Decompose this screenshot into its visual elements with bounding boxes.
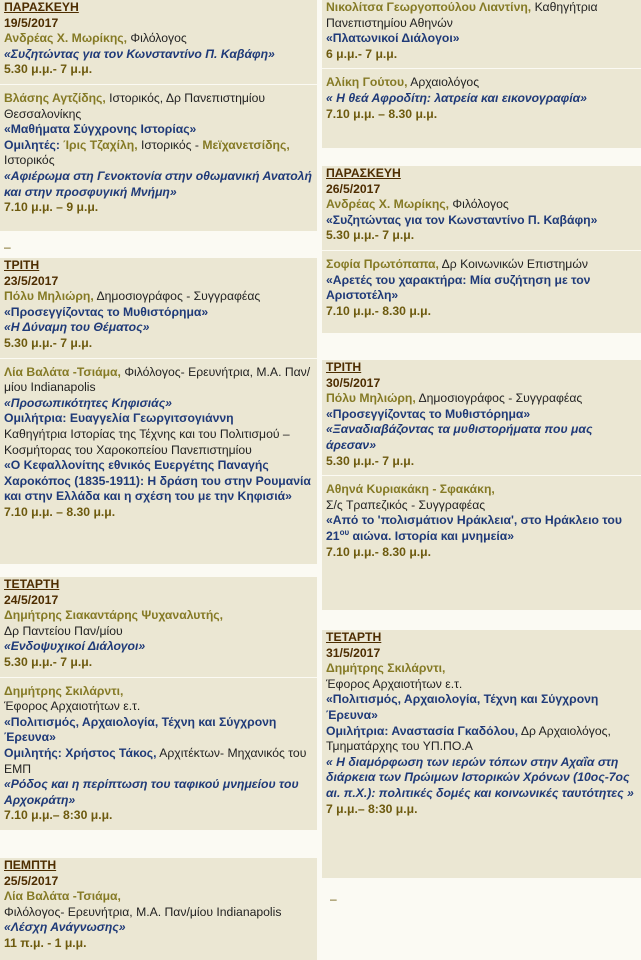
speaker-role: Καθηγήτρια Ιστορίας της Τέχνης και του Πολιτισμού – Κοσμήτορας του Χαροκοπείου Πανεπιστημίου <box>4 426 290 457</box>
date: 24/5/2017 <box>4 592 59 607</box>
divider <box>0 677 317 678</box>
day-heading: ΤΡΙΤΗ <box>4 258 40 272</box>
lecture-entry <box>4 289 313 351</box>
speakers-label: Ομιλητές: <box>4 137 60 152</box>
program-day-block <box>322 360 641 610</box>
program-day-block <box>0 0 317 231</box>
lecture-time: 11 π.μ. - 1 μ.μ. <box>4 935 87 950</box>
lecture-time: 5.30 μ.μ.- 7 μ.μ. <box>4 654 93 669</box>
lecture-entry <box>4 684 313 824</box>
lecture-entry <box>326 75 637 122</box>
speaker-name: Πόλυ Μηλιώρη, <box>326 391 416 406</box>
speaker-name: Ίρις Τζαχίλη, <box>63 137 138 152</box>
speaker-role: Φιλόλογος- Ερευνήτρια, Μ.Α. Παν/μίου Indianapolis <box>4 364 311 395</box>
lecture-time: 6 μ.μ.- 7 μ.μ. <box>326 46 398 61</box>
lecture-title: «Ενδοψυχικοί Διάλογοι» <box>4 639 146 654</box>
speaker-name: Δημήτρης Σκιλάρντι, <box>4 683 124 698</box>
lecture-subtitle: «Ρόδος και η περίπτωση του ταφικού μνημείου του Αρχοκράτη» <box>4 777 299 807</box>
date: 31/5/2017 <box>326 645 381 660</box>
speaker-name: Ανδρέας Χ. Μωρίκης, <box>4 31 128 46</box>
lecture-entry <box>4 608 313 670</box>
program-day-block <box>0 577 317 830</box>
speaker-role: Φιλόλογος <box>130 31 187 46</box>
lecture-entry <box>326 482 637 560</box>
lecture-time: 5.30 μ.μ.- 7 μ.μ. <box>326 453 415 468</box>
speaker-role: Δημοσιογράφος - Συγγραφέας <box>96 289 261 304</box>
lecture-time: 7 μ.μ.– 8:30 μ.μ. <box>326 801 418 816</box>
lecture-entry <box>4 365 313 521</box>
lecture-subtitle: «Αφιέρωμα στη Γενοκτονία στην οθωμανική Ανατολή και στην προσφυγική Μνήμη» <box>4 168 312 199</box>
lecture-title: «Λέσχη Ανάγνωσης» <box>4 920 126 935</box>
divider <box>0 358 317 359</box>
lecture-time: 5.30 μ.μ.- 7 μ.μ. <box>4 335 93 350</box>
lecture-title: «Προσεγγίζοντας το Μυθιστόρημα» <box>326 406 531 421</box>
lecture-title: «Προσεγγίζοντας το Μυθιστόρημα» <box>4 304 209 319</box>
speaker-name: Αθηνά Κυριακάκη - Σφακάκη, <box>326 482 495 497</box>
lecture-subtitle: «Ξαναδιαβάζοντας τα μυθιστορήματα που μας άρεσαν» <box>326 422 593 452</box>
lecture-time: 7.10 μ.μ. – 9 μ.μ. <box>4 200 99 215</box>
lecture-title: «Προσωπικότητες Κηφισιάς» <box>4 395 172 410</box>
speaker-role: Δρ Αρχαιολόγος, Τμηματάρχης του ΥΠ.ΠΟ.Α <box>326 723 611 754</box>
divider <box>322 250 641 251</box>
speaker-role: Δρ Κοινωνικών Επιστημών <box>441 256 588 271</box>
speaker-role: Έφορος Αρχαιοτήτων ε.τ. <box>326 676 463 691</box>
date: 19/5/2017 <box>4 15 59 30</box>
speaker-label: Ομιλήτρια: Αναστασία Γκαδόλου, <box>326 723 519 738</box>
speaker-label: Ομιλήτρια: Ευαγγελία Γεωργιτσογιάννη <box>4 411 234 426</box>
lecture-time: 5.30 μ.μ.- 7 μ.μ. <box>326 228 415 243</box>
program-day-block <box>322 166 641 333</box>
program-day-block <box>322 0 641 148</box>
lecture-title: «Συζητώντας για τον Κωνσταντίνο Π. Καβάφη» <box>4 46 275 61</box>
speaker-name: Αλίκη Γούτου, <box>326 75 408 90</box>
divider <box>322 68 641 69</box>
lecture-subtitle: «Η Δύναμη του Θέματος» <box>4 320 150 335</box>
lecture-title: «Μαθήματα Σύγχρονης Ιστορίας» <box>4 122 197 137</box>
lecture-title: «Πολιτισμός, Αρχαιολογία, Τέχνη και Σύγχρονη Έρευνα» <box>326 692 599 722</box>
dash-mark: – <box>330 892 337 906</box>
speaker-role: Αρχιτέκτων- Μηχανικός του ΕΜΠ <box>4 745 307 776</box>
lecture-entry <box>4 91 313 216</box>
speaker-name: Νικολίτσα Γεωργοπούλου Λιαντίνη, <box>326 0 532 14</box>
divider <box>0 84 317 85</box>
speaker-name: Λία Βαλάτα -Τσιάμα, <box>4 889 121 904</box>
speaker-name: Ανδρέας Χ. Μωρίκης, <box>326 197 450 212</box>
speaker-name: Πόλυ Μηλιώρη, <box>4 289 94 304</box>
program-day-block <box>0 858 317 960</box>
speaker-name: Δημήτρης Σιακαντάρης Ψυχαναλυτής, <box>4 608 223 623</box>
speaker-role: Δρ Παντείου Παν/μίου <box>4 623 123 638</box>
speaker-role: Αρχαιολόγος <box>410 75 480 90</box>
day-heading: ΤΡΙΤΗ <box>326 360 362 374</box>
speaker-name: Σοφία Πρωτόπαπα, <box>326 256 439 271</box>
lecture-title: «Πολιτισμός, Αρχαιολογία, Τέχνη και Σύγχρονη Έρευνα» <box>4 714 277 745</box>
lecture-title-part: «Από το 'πολισμάτιον Ηράκλεια', στο Ηράκλειο του 21 <box>326 513 622 543</box>
lecture-title-part: αιώνα. Ιστορία και μνημεία» <box>349 528 515 543</box>
lecture-entry <box>326 197 637 244</box>
day-heading: ΤΕΤΑΡΤΗ <box>4 577 60 591</box>
program-day-block <box>322 630 641 878</box>
lecture-entry <box>4 889 313 951</box>
speaker-name: Βλάσης Αγτζίδης, <box>4 90 106 105</box>
speaker-role: Ιστορικός <box>4 153 55 168</box>
speaker-role: Φιλόλογος <box>452 197 509 212</box>
lecture-entry <box>326 257 637 319</box>
program-day-block <box>0 258 317 564</box>
lecture-time: 5.30 μ.μ.- 7 μ.μ. <box>4 62 93 77</box>
speaker-role: Φιλόλογος- Ερευνήτρια, Μ.Α. Παν/μίου Indianapolis <box>4 904 282 919</box>
speaker-role: Έφορος Αρχαιοτήτων ε.τ. <box>4 699 141 714</box>
date: 30/5/2017 <box>326 375 381 390</box>
lecture-entry <box>4 31 313 78</box>
lecture-time: 7.10 μ.μ.- 8.30 μ.μ. <box>326 544 432 559</box>
speaker-name: Λία Βαλάτα -Τσιάμα, <box>4 364 121 379</box>
speaker-role: Δημοσιογράφος - Συγγραφέας <box>418 391 583 406</box>
date: 26/5/2017 <box>326 181 381 196</box>
lecture-time: 7.10 μ.μ.– 8:30 μ.μ. <box>4 808 113 823</box>
lecture-title: «Αρετές του χαρακτήρα: Μία συζήτηση με τον Αριστοτέλη» <box>326 272 591 303</box>
speaker-label: Ομιλητής: Χρήστος Τάκος, <box>4 745 157 760</box>
day-heading: ΠΕΜΠΤΗ <box>4 858 57 872</box>
speaker-role: Σ/ς Τραπεζικός - Συγγραφέας <box>326 497 486 512</box>
lecture-subtitle: «Ο Κεφαλλονίτης εθνικός Ευεργέτης Παναγής Χαροκόπος (1835-1911): Η δράση του στην Ρουμανία και στην Ελλάδα και η σχέση του με την Κηφισιά» <box>4 458 311 504</box>
date: 25/5/2017 <box>4 873 59 888</box>
lecture-title: « Η θεά Αφροδίτη: λατρεία και εικονογραφία» <box>326 90 587 105</box>
lecture-entry <box>326 661 637 817</box>
speaker-role: Ιστορικός, Δρ Πανεπιστημίου Θεσσαλονίκης <box>4 90 266 121</box>
date: 23/5/2017 <box>4 273 59 288</box>
speaker-role: Ιστορικός - <box>140 137 199 152</box>
lecture-title <box>326 513 637 544</box>
lecture-time: 7.10 μ.μ.- 8.30 μ.μ. <box>326 303 432 318</box>
day-heading: ΠΑΡΑΣΚΕΥΗ <box>326 166 401 180</box>
lecture-title: «Συζητώντας για τον Κωνσταντίνο Π. Καβάφη» <box>326 212 598 227</box>
lecture-subtitle: « Η διαμόρφωση των ιερών τόπων στην Αχαΐα στη διάρκεια των Πρώιμων Ιστορικών Χρόνων (10ος-7ος αι. π.Χ.): πολιτικές δομές και κοινωνικές ταυτότητες » <box>326 754 634 800</box>
lecture-entry <box>326 391 637 469</box>
lecture-time: 7.10 μ.μ. – 8.30 μ.μ. <box>326 106 438 121</box>
lecture-time: 7.10 μ.μ. – 8.30 μ.μ. <box>4 504 116 519</box>
lecture-title: «Πλατωνικοί Διάλογοι» <box>326 31 460 46</box>
day-heading: ΠΑΡΑΣΚΕΥΗ <box>4 0 79 14</box>
divider <box>322 475 641 476</box>
speaker-name: Μεϊχανετσίδης, <box>202 137 290 152</box>
day-heading: ΤΕΤΑΡΤΗ <box>326 630 382 644</box>
speaker-role: Καθηγήτρια Πανεπιστημίου Αθηνών <box>326 0 598 30</box>
ordinal-suffix: ου <box>339 527 350 537</box>
dash-mark: – <box>4 240 11 254</box>
lecture-entry <box>326 0 637 62</box>
speaker-name: Δημήτρης Σκιλάρντι, <box>326 661 446 676</box>
